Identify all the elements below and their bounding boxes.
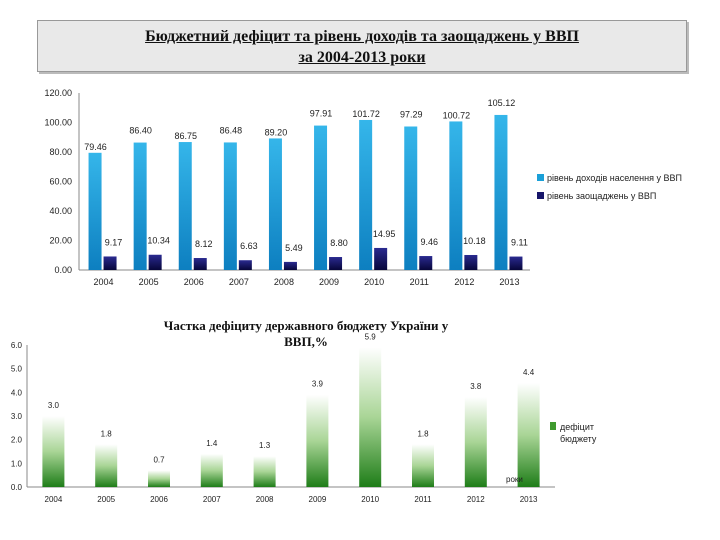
chart2-bar-deficit: [95, 444, 117, 487]
chart2-data-label: 1.4: [206, 438, 218, 448]
chart2-x-tick-label: 2005: [97, 495, 116, 504]
chart2-title-line2: ВВП,%: [284, 334, 328, 349]
chart2-bar-deficit: [518, 383, 540, 487]
chart1-data-label-savings: 9.46: [420, 237, 439, 248]
header-title-line2: за 2004-2013 роки: [298, 49, 426, 66]
chart2-bar-deficit: [306, 395, 328, 487]
chart1-data-label-income: 89.20: [264, 127, 288, 138]
chart1-data-label-savings: 6.63: [240, 241, 258, 252]
chart2-x-tick-label: 2007: [202, 495, 221, 504]
chart1-y-tick-label: 60.00: [49, 176, 72, 187]
chart2-x-tick-label: 2012: [466, 495, 485, 504]
chart2-bar-deficit: [201, 454, 223, 487]
chart1-bar-income: [449, 121, 462, 270]
chart2-bar-deficit: [42, 416, 64, 487]
chart2-y-tick-label: 2.0: [10, 435, 22, 445]
chart1-x-tick-label: 2007: [228, 277, 249, 287]
chart2-y-tick-label: 0.0: [10, 483, 22, 492]
chart1-x-tick-label: 2006: [183, 277, 204, 287]
chart2-data-label: 1.8: [417, 429, 429, 439]
chart1-x-tick-label: 2013: [499, 277, 520, 287]
chart2-title-line1: Частка дефіциту державного бюджету України у: [163, 318, 449, 333]
chart1-legend-label: рівень заощаджень у ВВП: [547, 191, 657, 201]
chart1-data-label-income: 97.91: [309, 108, 333, 119]
chart1-data-label-savings: 8.80: [330, 238, 348, 249]
chart1-data-label-income: 86.48: [219, 125, 243, 136]
chart1-data-label-savings: 14.95: [372, 228, 396, 239]
chart2-bar-deficit: [254, 456, 276, 487]
chart1-y-tick-label: 120.00: [44, 88, 72, 98]
chart1-data-label-income: 86.40: [129, 125, 152, 136]
chart2-data-label: 3.0: [47, 401, 59, 410]
chart2-data-label: 1.3: [259, 441, 271, 451]
chart1-data-label-savings: 9.11: [511, 237, 528, 248]
chart2-bar-deficit: [359, 347, 381, 487]
chart2-y-tick-label: 6.0: [10, 341, 22, 350]
chart2-legend-label-line1: дефіцит: [560, 422, 594, 432]
chart1-y-tick-label: 20.00: [49, 235, 72, 246]
header-title-line1: Бюджетний дефіцит та рівень доходів та заощаджень у ВВП: [145, 28, 579, 45]
chart2-y-tick-label: 3.0: [10, 412, 22, 421]
chart2-x-tick-label: 2013: [519, 495, 538, 504]
chart1-bar-savings: [149, 255, 162, 270]
chart1-bar-savings: [194, 258, 207, 270]
chart2-data-label: 4.4: [523, 367, 535, 377]
chart1-legend-swatch: [537, 174, 544, 181]
chart1-y-tick-label: 40.00: [49, 206, 72, 216]
chart2-bar-deficit: [148, 470, 170, 487]
chart1-data-label-savings: 9.17: [104, 237, 123, 248]
chart1-data-label-savings: 10.18: [463, 235, 486, 246]
chart1-data-label-savings: 5.49: [285, 242, 303, 253]
chart2-x-tick-label: 2010: [361, 495, 380, 504]
chart1-bar-income: [179, 142, 192, 270]
chart2-data-label: 3.9: [311, 379, 323, 389]
chart2-x-tick-label: 2008: [255, 495, 274, 504]
chart2-y-tick-label: 1.0: [10, 459, 22, 469]
chart1-y-tick-label: 80.00: [49, 147, 72, 157]
chart2-x-tick-label: 2006: [150, 495, 168, 504]
chart1-bar-savings: [374, 248, 387, 270]
chart2-y-tick-label: 5.0: [10, 364, 22, 374]
chart1-data-label-income: 105.12: [487, 97, 516, 108]
chart1-bar-income: [224, 142, 237, 270]
chart1-x-tick-label: 2005: [138, 277, 159, 287]
chart1-data-label-income: 86.75: [174, 131, 198, 142]
chart2-x-tick-label: 2009: [308, 495, 327, 504]
chart1-bar-income: [89, 153, 102, 270]
chart2-bar-deficit: [465, 397, 487, 487]
chart2-data-label: 0.7: [153, 455, 165, 465]
chart1-x-tick-label: 2012: [454, 277, 475, 287]
chart2-bar-deficit: [412, 444, 434, 487]
chart1-bar-savings: [419, 256, 432, 270]
chart2-y-tick-label: 4.0: [10, 388, 22, 398]
chart2-legend-swatch: [550, 422, 556, 430]
chart1-legend-label: рівень доходів населення у ВВП: [547, 173, 682, 183]
chart1-data-label-income: 100.72: [442, 110, 471, 121]
chart1-y-tick-label: 0.00: [54, 265, 72, 275]
chart2-data-label: 3.8: [470, 382, 482, 392]
chart1-y-tick-label: 100.00: [44, 117, 72, 128]
chart1-x-tick-label: 2004: [93, 277, 114, 287]
chart1-data-label-savings: 8.12: [194, 239, 213, 250]
chart2-x-tick-label: 2004: [44, 495, 63, 504]
chart2-data-label: 1.8: [100, 429, 112, 439]
chart1-bar-income: [404, 126, 417, 270]
chart1-x-tick-label: 2009: [319, 277, 340, 287]
chart1-data-label-income: 101.72: [352, 108, 380, 119]
chart1-x-tick-label: 2008: [273, 277, 294, 287]
chart2-legend-label-line2: бюджету: [560, 434, 597, 444]
chart1-bar-income: [134, 143, 147, 270]
chart1-bar-savings: [329, 257, 342, 270]
chart1-bar-income: [314, 126, 327, 270]
chart1-data-label-income: 79.46: [84, 141, 107, 152]
chart1-bar-income: [359, 120, 372, 270]
chart1-x-tick-label: 2011: [409, 277, 429, 287]
chart2-x-axis-label: роки: [506, 475, 523, 484]
chart2-x-tick-label: 2011: [414, 495, 432, 504]
chart1-bar-income: [269, 138, 282, 270]
chart1-bar-savings: [284, 262, 297, 270]
chart1-legend-swatch: [537, 192, 544, 199]
chart1-bar-income: [494, 115, 507, 270]
chart1-bar-savings: [509, 257, 522, 270]
chart2-data-label: 5.9: [364, 332, 376, 342]
chart1-bar-savings: [464, 255, 477, 270]
chart1-x-tick-label: 2010: [364, 277, 385, 287]
chart1-data-label-savings: 10.34: [147, 235, 170, 246]
chart1-bar-savings: [239, 260, 252, 270]
chart1-data-label-income: 97.29: [399, 109, 423, 120]
chart1-bar-savings: [104, 256, 117, 270]
